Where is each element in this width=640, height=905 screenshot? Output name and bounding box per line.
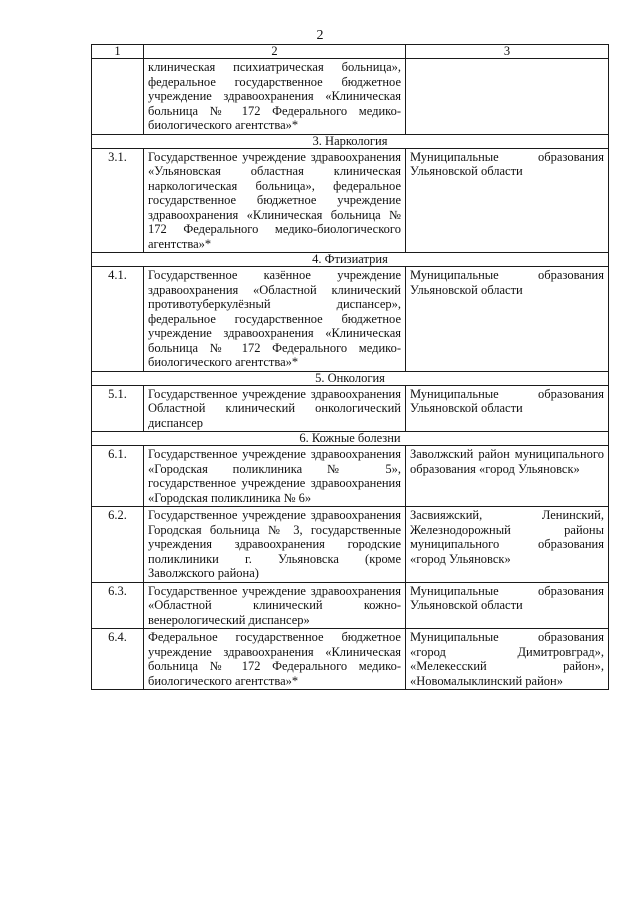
table-row (92, 267, 609, 372)
table-row (92, 582, 609, 629)
section-title: 4. Фтизиатрия (92, 253, 609, 267)
institution-cell: Государственное учреждение здравоохранения «Ульяновская областная клиническая наркологическая больница», федеральное государственное бюджетное учреждение здравоохранения «Клиническая больница № 172 Федерального медико-биологического агентства»* (144, 148, 406, 253)
territory-cell: Заволжский район муниципального образования «город Ульяновск» (406, 446, 609, 507)
institution-cell: Государственное учреждение здравоохранения Областной клинический онкологический диспансер (144, 385, 406, 432)
territory-cell: Муниципальные образования Ульяновской области (406, 267, 609, 372)
institution-cell: Государственное учреждение здравоохранения «Областной клинический кожно-венерологический диспансер» (144, 582, 406, 629)
institution-cell: Государственное учреждение здравоохранения «Городская поликлиника № 5», государственное учреждение здравоохранения «Городская поликлиника № 6» (144, 446, 406, 507)
institution-cell: Федеральное государственное бюджетное учреждение здравоохранения «Клиническая больница № 172 Федерального медико-биологического агентства»* (144, 629, 406, 690)
row-number: 6.2. (92, 507, 144, 583)
territory-cell: Засвияжский, Ленинский, Железнодорожный районы муниципального образования «город Ульяновск» (406, 507, 609, 583)
table-row (92, 446, 609, 507)
institution-cell: Государственное казённое учреждение здравоохранения «Областной клинический противотуберкулёзный диспансер», федеральное государственное бюджетное учреждение здравоохранения «Клиническая больница № 172 Федерального медико-биологического агентства»* (144, 267, 406, 372)
territory-cell: Муниципальные образования Ульяновской области (406, 582, 609, 629)
territory-cell: Муниципальные образования «город Димитровград», «Мелекесский район», «Новомалыклинский район» (406, 629, 609, 690)
territory-cell: Муниципальные образования Ульяновской области (406, 148, 609, 253)
table-row (92, 148, 609, 253)
institution-cell: Государственное учреждение здравоохранения Городская больница № 3, государственные учреждения здравоохранения городские поликлиники г. Ульяновска (кроме Заволжского района) (144, 507, 406, 583)
column-header-2: 2 (144, 45, 406, 59)
territory-cell (406, 59, 609, 135)
territory-cell: Муниципальные образования Ульяновской области (406, 385, 609, 432)
section-row (92, 253, 609, 267)
row-number: 3.1. (92, 148, 144, 253)
column-header-3: 3 (406, 45, 609, 59)
row-number (92, 59, 144, 135)
institution-cell: клиническая психиатрическая больница», федеральное государственное бюджетное учреждение здравоохранения «Клиническая больница № 172 Федерального медико-биологического агентства»* (144, 59, 406, 135)
section-title: 3. Наркология (92, 134, 609, 148)
row-number: 6.3. (92, 582, 144, 629)
header-row (92, 45, 609, 59)
table-row (92, 385, 609, 432)
facilities-table (91, 44, 609, 690)
section-row (92, 134, 609, 148)
section-row (92, 432, 609, 446)
row-number: 6.1. (92, 446, 144, 507)
continuation-row (92, 59, 609, 135)
table-row (92, 507, 609, 583)
row-number: 5.1. (92, 385, 144, 432)
table-row (92, 629, 609, 690)
row-number: 4.1. (92, 267, 144, 372)
column-header-1: 1 (92, 45, 144, 59)
section-title: 6. Кожные болезни (92, 432, 609, 446)
page-number: 2 (316, 28, 324, 43)
section-row (92, 371, 609, 385)
row-number: 6.4. (92, 629, 144, 690)
section-title: 5. Онкология (92, 371, 609, 385)
